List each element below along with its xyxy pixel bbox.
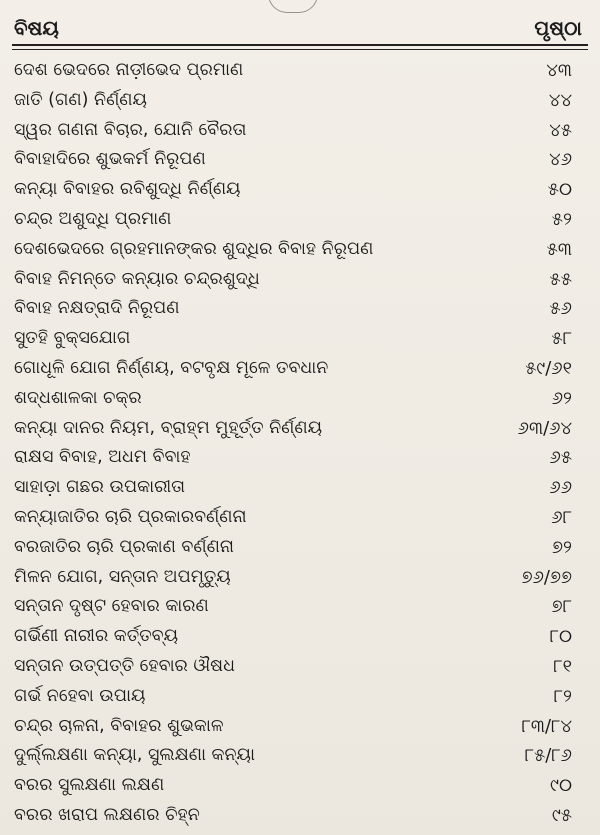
toc-entry [0, 741, 600, 771]
header-subrule [12, 49, 588, 50]
toc-entry [0, 116, 600, 146]
toc-entry-title: ଶଦ୍ଧଶାଳକା ଚକ୍ର [14, 387, 142, 408]
toc-entry-page: ୪୩ [546, 60, 572, 81]
toc-entry-title: ସନ୍ତାନ ଉତ୍ପତ୍ତି ହେବାର ଔଷଧ [14, 655, 235, 676]
toc-header [0, 6, 600, 46]
toc-entry [0, 354, 600, 384]
toc-entry-page: ୬୨ [551, 387, 572, 409]
toc-entry [0, 205, 600, 235]
toc-entry-page: ୫୮ [551, 328, 572, 350]
toc-entry-page: ୬୫ [549, 447, 572, 469]
toc-entry-page: ୮୨ [553, 685, 572, 707]
toc-entry-title: ମିଳନ ଯୋଗ, ସନ୍ତାନ ଅପମୃତ୍ୟୁ [14, 566, 231, 587]
toc-entry-title: ସ୍ୱର ଗଣନା ବିଚାର, ଯୋନି ବୈରତା [14, 119, 247, 140]
subject-column-heading: ବିଷୟ [14, 16, 59, 40]
toc-entry-page: ୭୮ [551, 596, 572, 618]
toc-entry-title: କନ୍ୟା ବିବାହର ରବିଶୁଦ୍ଧି ନିର୍ଣ୍ଣୟ [14, 179, 241, 200]
toc-entry-page: ୪୪ [548, 89, 572, 111]
toc-entry-title: ବରଜାତିର ଚାରି ପ୍ରକାଣ ବର୍ଣ୍ଣନା [14, 536, 234, 557]
toc-entry-title: ବିବାହାଦିରେ ଶୁଭକର୍ମ ନିରୂପଣ [14, 149, 206, 170]
toc-entry-title: କନ୍ୟାଜାତିର ଚାରି ପ୍ରକାରବର୍ଣ୍ଣନା [14, 506, 247, 527]
toc-entry-page: ୬୮ [551, 506, 572, 528]
toc-entry-page: ୬୬ [549, 477, 572, 499]
toc-entry [0, 473, 600, 503]
toc-entry-title: ବରର ସୁଲକ୍ଷଣା ଲକ୍ଷଣ [14, 775, 165, 796]
toc-entry [0, 563, 600, 593]
toc-entry [0, 175, 600, 205]
toc-entry-page: ୮୧ [553, 655, 572, 677]
toc-entry-title: ଗର୍ଭିଣୀ ନାରୀର କର୍ତ୍ତବ୍ୟ [14, 626, 179, 647]
toc-entry [0, 771, 600, 801]
toc-entry [0, 712, 600, 742]
toc-entry [0, 592, 600, 622]
table-of-contents [0, 56, 600, 831]
toc-entry [0, 622, 600, 652]
toc-entry-title: ବରର ଖରାପ ଲକ୍ଷଣର ଚିହ୍ନ [14, 804, 200, 825]
toc-entry-page: ୯୦ [550, 775, 572, 797]
toc-entry-title: କନ୍ୟା ଦାନର ନିୟମ, ବ୍ରାହ୍ମ ମୁହୂର୍ତ୍ତ ନିର୍ଣ୍ଣୟ [14, 417, 323, 438]
toc-entry-page: ୮୩/୮୪ [521, 715, 572, 737]
toc-entry-title: ସୁତହି ବୁକ୍ସଯୋଗ [14, 328, 131, 349]
toc-entry [0, 384, 600, 414]
toc-entry [0, 414, 600, 444]
toc-entry-page: ୪୫ [549, 119, 572, 141]
toc-entry-title: ବିବାହ ନିମନ୍ତେ କନ୍ୟାର ଚନ୍ଦ୍ରଶୁଦ୍ଧି [14, 268, 260, 289]
toc-entry-page: ୮୫/୮୬ [524, 745, 572, 767]
toc-entry [0, 503, 600, 533]
page-column-heading: ପୃଷ୍ଠା [534, 16, 582, 40]
toc-entry [0, 56, 600, 86]
toc-entry [0, 294, 600, 324]
toc-entry-title: ଦେଶଭେଦରେ ଗ୍ରହମାନଙ୍କର ଶୁଦ୍ଧିର ବିବାହ ନିରୂପଣ [14, 238, 374, 259]
toc-entry-title: ସନ୍ତାନ ଦୃଷ୍ଟ ହେବାର କାରଣ [14, 596, 209, 617]
header-rule [12, 44, 588, 46]
toc-entry-page: ୫୬ [549, 298, 572, 320]
toc-entry-page: ୫୦ [547, 179, 572, 201]
toc-entry-page: ୭୬/୭୭ [521, 566, 572, 588]
toc-entry-title: ବିବାହ ନକ୍ଷତ୍ରାଦି ନିରୂପଣ [14, 298, 180, 319]
toc-entry-page: ୫୯/୬୧ [525, 357, 572, 379]
toc-entry-title: ଗୋଧୂଳି ଯୋଗ ନିର୍ଣ୍ଣୟ, ବଟବୃକ୍ଷ ମୂଳେ ତବଧାନ [14, 357, 329, 378]
toc-entry [0, 682, 600, 712]
toc-entry-title: ଗର୍ଭ ନହେବା ଉପାୟ [14, 685, 146, 706]
toc-entry [0, 235, 600, 265]
toc-entry-page: ୫୨ [551, 208, 572, 230]
toc-entry [0, 324, 600, 354]
toc-entry-title: ଦୁର୍ଲ୍ଲକ୍ଷଣା କନ୍ୟା, ସୁଲକ୍ଷଣା କନ୍ୟା [14, 745, 255, 766]
toc-entry-page: ୪୬ [549, 149, 572, 171]
toc-entry [0, 652, 600, 682]
toc-entry [0, 86, 600, 116]
toc-entry-title: ଚନ୍ଦ୍ର ଅଶୁଦ୍ଧି ପ୍ରମାଣ [14, 208, 172, 229]
toc-entry-page: ୭୨ [552, 536, 572, 558]
toc-entry [0, 145, 600, 175]
toc-entry [0, 443, 600, 473]
toc-entry-page: ୮୦ [549, 626, 572, 648]
toc-entry [0, 801, 600, 831]
toc-entry-title: ରାକ୍ଷସ ବିବାହ, ଅଧମ ବିବାହ [14, 447, 191, 468]
toc-entry-page: ୬୩/୬୪ [517, 417, 572, 439]
toc-entry-title: ଜାତି (ଗଣ) ନିର୍ଣ୍ଣୟ [14, 89, 147, 110]
toc-entry-page: ୫୫ [549, 268, 572, 290]
toc-entry-page: ୫୩ [546, 238, 572, 260]
toc-entry-title: ଦେଶ ଭେଦରେ ନାଡ଼ୀଭେଦ ପ୍ରମାଣ [14, 60, 244, 80]
toc-entry [0, 265, 600, 295]
toc-entry-title: ଚନ୍ଦ୍ର ଚାଳନା, ବିବାହର ଶୁଭକାଳ [14, 715, 224, 736]
toc-entry-title: ସାହାଡ଼ା ଗଛର ଉପକାରୀତା [14, 477, 186, 498]
toc-entry [0, 533, 600, 563]
toc-entry-page: ୯୫ [551, 804, 572, 826]
